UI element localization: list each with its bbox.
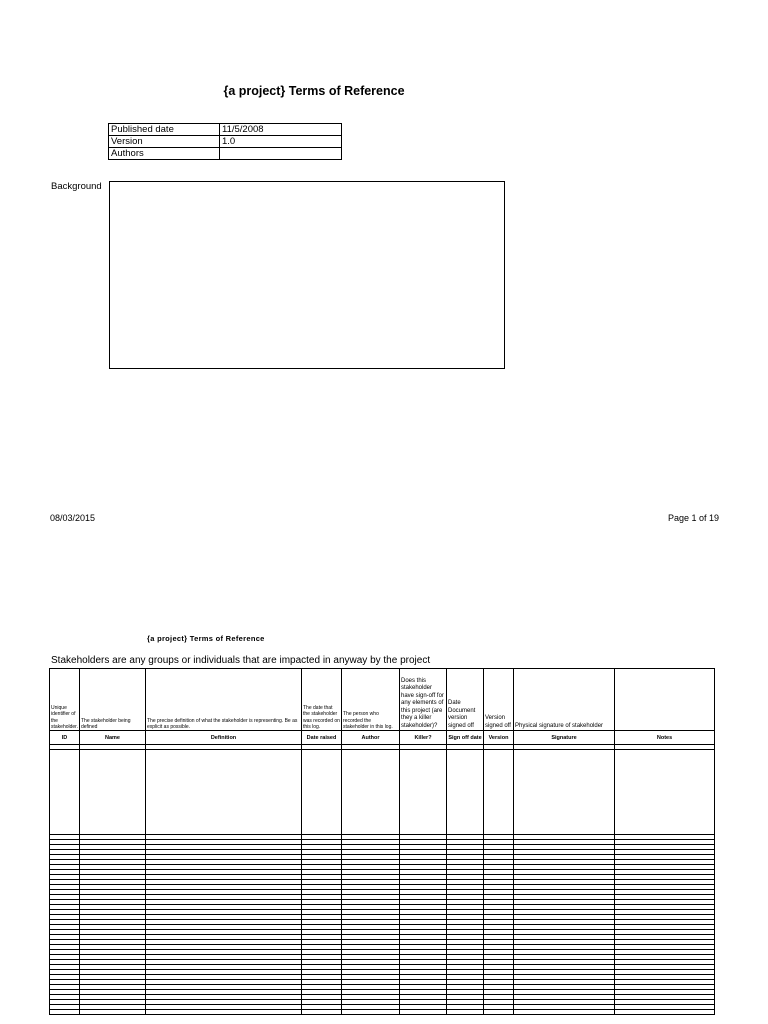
background-text-box[interactable]	[109, 181, 505, 369]
table-cell[interactable]	[400, 750, 447, 835]
table-cell[interactable]	[342, 750, 400, 835]
table-cell[interactable]	[146, 750, 302, 835]
column-header: Version	[484, 731, 514, 745]
column-description: The person who recorded the stakeholder in this log.	[342, 669, 400, 731]
meta-row	[109, 124, 342, 136]
column-description: Physical signature of stakeholder	[514, 669, 615, 731]
stakeholder-intro: Stakeholders are any groups or individuals that are impacted in anyway by the project	[51, 655, 431, 666]
column-description: The date that the stakeholder was recorded on this log.	[302, 669, 342, 731]
meta-value	[220, 148, 342, 160]
document-title: {a project} Terms of Reference	[223, 84, 405, 98]
table-cell[interactable]	[80, 750, 146, 835]
column-header: ID	[50, 731, 80, 745]
table-cell[interactable]	[514, 1010, 615, 1015]
meta-row	[109, 136, 342, 148]
meta-label: Version	[109, 136, 220, 148]
column-description: Version signed off	[484, 669, 514, 731]
page2-title: {a project} Terms of Reference	[147, 634, 265, 643]
background-label: Background	[51, 181, 102, 192]
table-row	[50, 1010, 715, 1015]
table-cell[interactable]	[615, 1010, 715, 1015]
table-cell[interactable]	[447, 750, 484, 835]
column-description: The precise definition of what the stakeholder is representing. Be as explicit as possible.	[146, 669, 302, 731]
column-description: The stakeholder being defined	[80, 669, 146, 731]
table-cell[interactable]	[80, 1010, 146, 1015]
meta-label: Published date	[109, 124, 220, 136]
table-cell[interactable]	[302, 1010, 342, 1015]
column-header: Definition	[146, 731, 302, 745]
column-description: Does this stakeholder have sign-off for any elements of this project (are they a killer stakeholder)?	[400, 669, 447, 731]
meta-value: 1.0	[220, 136, 342, 148]
footer-date: 08/03/2015	[50, 513, 96, 523]
column-header: Signature	[514, 731, 615, 745]
column-description-row	[50, 669, 715, 731]
document-metadata-table	[108, 123, 342, 160]
table-cell[interactable]	[146, 1010, 302, 1015]
table-cell[interactable]	[447, 1010, 484, 1015]
table-cell[interactable]	[342, 1010, 400, 1015]
table-cell[interactable]	[484, 1010, 514, 1015]
table-body	[50, 745, 715, 1015]
column-header: Date raised	[302, 731, 342, 745]
table-cell[interactable]	[615, 750, 715, 835]
table-cell[interactable]	[514, 750, 615, 835]
table-row	[50, 750, 715, 835]
column-header: Name	[80, 731, 146, 745]
table-cell[interactable]	[400, 1010, 447, 1015]
column-header: Notes	[615, 731, 715, 745]
table-cell[interactable]	[50, 750, 80, 835]
column-header: Sign off date	[447, 731, 484, 745]
table-cell[interactable]	[50, 1010, 80, 1015]
footer-page-number: Page 1 of 19	[668, 513, 720, 523]
stakeholder-table	[49, 668, 715, 1015]
meta-row	[109, 148, 342, 160]
meta-label: Authors	[109, 148, 220, 160]
meta-value: 11/5/2008	[220, 124, 342, 136]
column-description	[615, 669, 715, 731]
table-cell[interactable]	[484, 750, 514, 835]
column-description: Date Document version signed off	[447, 669, 484, 731]
column-header: Author	[342, 731, 400, 745]
column-header-row	[50, 731, 715, 745]
table-cell[interactable]	[302, 750, 342, 835]
column-description: Unique identifier of the stakeholder.	[50, 669, 80, 731]
column-header: Killer?	[400, 731, 447, 745]
